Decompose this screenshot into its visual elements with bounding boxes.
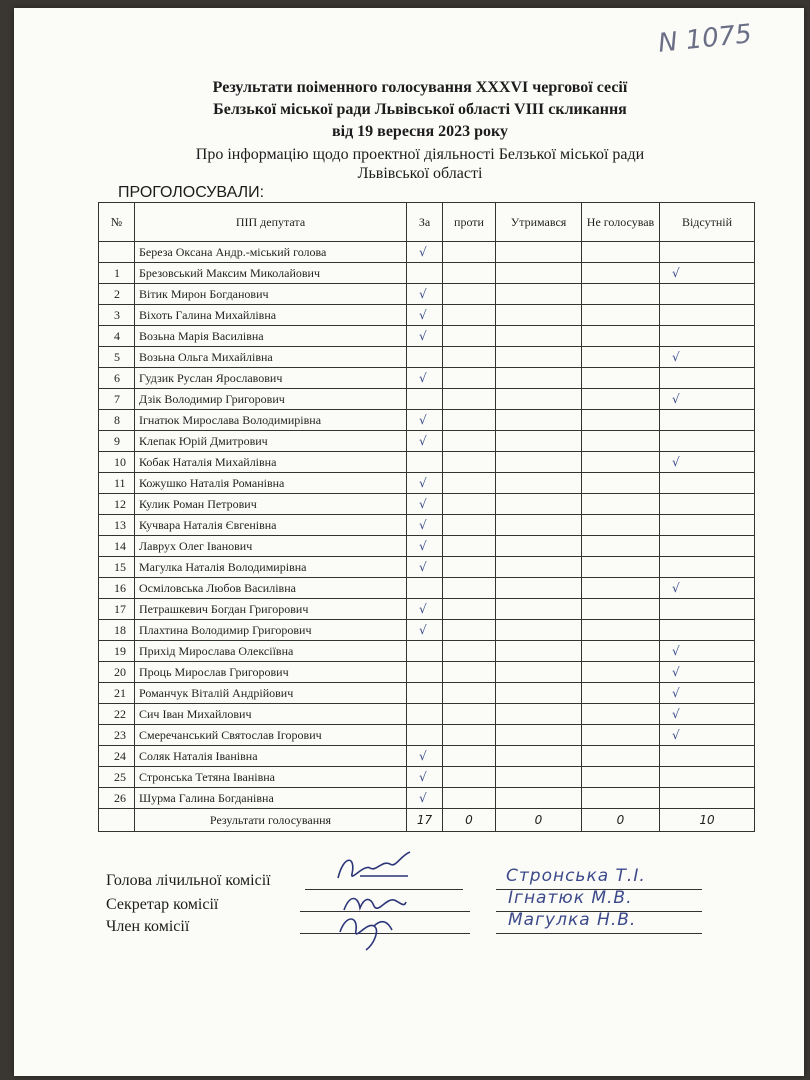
row-vidsutnii: [660, 242, 755, 263]
row-name: Віхоть Галина Михайлівна: [135, 305, 407, 326]
row-ne-holosuvav: [582, 347, 660, 368]
member-label: Член комісії: [106, 918, 190, 935]
row-number: 1: [99, 263, 135, 284]
voting-table: [98, 202, 755, 832]
row-utrymavsia: [496, 704, 582, 725]
document-number: N 1075: [656, 19, 754, 59]
row-name: Возьна Ольга Михайлівна: [135, 347, 407, 368]
table-header-row: [99, 203, 755, 242]
row-za: √: [407, 494, 443, 515]
row-za: [407, 347, 443, 368]
row-number: 22: [99, 704, 135, 725]
row-name: Прихід Мирослава Олексіївна: [135, 641, 407, 662]
row-proty: [443, 431, 496, 452]
row-proty: [443, 410, 496, 431]
row-proty: [443, 599, 496, 620]
row-vidsutnii: [660, 494, 755, 515]
row-name: Брезовський Максим Миколайович: [135, 263, 407, 284]
row-ne-holosuvav: [582, 410, 660, 431]
row-ne-holosuvav: [582, 494, 660, 515]
table-row: [99, 578, 755, 599]
row-proty: [443, 284, 496, 305]
member-name-line: [496, 932, 702, 934]
row-za: [407, 683, 443, 704]
table-row: [99, 410, 755, 431]
row-number: 13: [99, 515, 135, 536]
row-name: Дзік Володимир Григорович: [135, 389, 407, 410]
row-utrymavsia: [496, 389, 582, 410]
row-proty: [443, 263, 496, 284]
totals-row: [99, 809, 755, 832]
row-number: 9: [99, 431, 135, 452]
row-za: [407, 662, 443, 683]
row-ne-holosuvav: [582, 305, 660, 326]
row-number: 19: [99, 641, 135, 662]
member-name: Магулка Н.В.: [508, 910, 637, 930]
row-utrymavsia: [496, 620, 582, 641]
row-number: 6: [99, 368, 135, 389]
row-ne-holosuvav: [582, 620, 660, 641]
total-za: 17: [407, 809, 443, 832]
row-proty: [443, 746, 496, 767]
row-name: Романчук Віталій Андрійович: [135, 683, 407, 704]
row-proty: [443, 242, 496, 263]
row-utrymavsia: [496, 263, 582, 284]
chair-signature: [330, 846, 420, 892]
row-ne-holosuvav: [582, 662, 660, 683]
table-row: [99, 389, 755, 410]
row-ne-holosuvav: [582, 683, 660, 704]
title-line-1: Результати поіменного голосування XXXVI чергової сесії: [212, 79, 628, 96]
row-name: Вітик Мирон Богданович: [135, 284, 407, 305]
row-proty: [443, 494, 496, 515]
row-ne-holosuvav: [582, 641, 660, 662]
row-number: 26: [99, 788, 135, 809]
row-proty: [443, 662, 496, 683]
row-number: 24: [99, 746, 135, 767]
table-row: [99, 305, 755, 326]
row-ne-holosuvav: [582, 704, 660, 725]
row-za: √: [407, 767, 443, 788]
table-row: [99, 788, 755, 809]
row-number: 17: [99, 599, 135, 620]
row-name: Соляк Наталія Іванівна: [135, 746, 407, 767]
chair-label: Голова лічильної комісії: [106, 872, 271, 889]
row-vidsutnii: [660, 410, 755, 431]
row-vidsutnii: [660, 368, 755, 389]
secretary-name: Ігнатюк М.В.: [508, 888, 633, 908]
row-name: Кулик Роман Петрович: [135, 494, 407, 515]
row-name: Возьна Марія Василівна: [135, 326, 407, 347]
row-utrymavsia: [496, 599, 582, 620]
row-name: Петрашкевич Богдан Григорович: [135, 599, 407, 620]
row-name: Магулка Наталія Володимирівна: [135, 557, 407, 578]
secretary-label: Секретар комісії: [106, 896, 219, 913]
row-number: 18: [99, 620, 135, 641]
row-name: Смеречанський Святослав Ігорович: [135, 725, 407, 746]
row-proty: [443, 641, 496, 662]
totals-blank: [99, 809, 135, 832]
table-row: [99, 473, 755, 494]
row-vidsutnii: [660, 557, 755, 578]
header-za: За: [407, 203, 443, 242]
row-utrymavsia: [496, 431, 582, 452]
row-number: 7: [99, 389, 135, 410]
row-vidsutnii: √: [660, 578, 755, 599]
row-utrymavsia: [496, 662, 582, 683]
row-ne-holosuvav: [582, 284, 660, 305]
table-row: [99, 368, 755, 389]
row-ne-holosuvav: [582, 725, 660, 746]
row-utrymavsia: [496, 683, 582, 704]
subject-line-1: Про інформацію щодо проектної діяльності Белзької міської ради: [195, 146, 645, 163]
row-vidsutnii: [660, 515, 755, 536]
row-za: [407, 389, 443, 410]
row-proty: [443, 473, 496, 494]
row-ne-holosuvav: [582, 767, 660, 788]
row-ne-holosuvav: [582, 263, 660, 284]
total-vidsutnii: 10: [660, 809, 755, 832]
row-za: √: [407, 431, 443, 452]
row-utrymavsia: [496, 536, 582, 557]
header-proty: проти: [443, 203, 496, 242]
table-row: [99, 536, 755, 557]
row-vidsutnii: √: [660, 725, 755, 746]
row-number: 16: [99, 578, 135, 599]
row-name: Кожушко Наталія Романівна: [135, 473, 407, 494]
row-vidsutnii: [660, 788, 755, 809]
row-za: √: [407, 368, 443, 389]
header-utrymavsia: Утримався: [496, 203, 582, 242]
row-proty: [443, 767, 496, 788]
row-utrymavsia: [496, 746, 582, 767]
row-vidsutnii: [660, 536, 755, 557]
row-za: √: [407, 515, 443, 536]
table-row: [99, 599, 755, 620]
row-number: 4: [99, 326, 135, 347]
row-za: √: [407, 788, 443, 809]
row-number: 15: [99, 557, 135, 578]
table-row: [99, 515, 755, 536]
row-vidsutnii: √: [660, 662, 755, 683]
row-proty: [443, 704, 496, 725]
row-utrymavsia: [496, 410, 582, 431]
row-number: 23: [99, 725, 135, 746]
row-vidsutnii: [660, 473, 755, 494]
row-vidsutnii: √: [660, 641, 755, 662]
row-vidsutnii: [660, 305, 755, 326]
row-utrymavsia: [496, 284, 582, 305]
row-utrymavsia: [496, 494, 582, 515]
row-vidsutnii: [660, 746, 755, 767]
row-proty: [443, 368, 496, 389]
row-number: 20: [99, 662, 135, 683]
row-vidsutnii: [660, 431, 755, 452]
row-ne-holosuvav: [582, 326, 660, 347]
row-za: √: [407, 305, 443, 326]
row-utrymavsia: [496, 326, 582, 347]
row-proty: [443, 536, 496, 557]
row-proty: [443, 725, 496, 746]
row-ne-holosuvav: [582, 473, 660, 494]
row-utrymavsia: [496, 452, 582, 473]
total-utrymavsia: 0: [496, 809, 582, 832]
header-name: ПІП депутата: [135, 203, 407, 242]
row-number: 10: [99, 452, 135, 473]
row-number: 12: [99, 494, 135, 515]
table-row: [99, 746, 755, 767]
row-number: [99, 242, 135, 263]
row-number: 3: [99, 305, 135, 326]
table-row: [99, 284, 755, 305]
title-line-3: від 19 вересня 2023 року: [332, 123, 508, 140]
row-proty: [443, 305, 496, 326]
voted-label: ПРОГОЛОСУВАЛИ:: [118, 184, 265, 201]
row-ne-holosuvav: [582, 242, 660, 263]
row-name: Шурма Галина Богданівна: [135, 788, 407, 809]
row-proty: [443, 578, 496, 599]
row-vidsutnii: [660, 284, 755, 305]
row-proty: [443, 620, 496, 641]
table-row: [99, 620, 755, 641]
row-number: 25: [99, 767, 135, 788]
row-utrymavsia: [496, 515, 582, 536]
subject-line-2: Львівської області: [357, 165, 483, 182]
row-ne-holosuvav: [582, 515, 660, 536]
row-proty: [443, 557, 496, 578]
header-number: №: [99, 203, 135, 242]
row-utrymavsia: [496, 368, 582, 389]
row-utrymavsia: [496, 305, 582, 326]
row-za: √: [407, 410, 443, 431]
table-row: [99, 494, 755, 515]
header-vidsutnii: Відсутній: [660, 203, 755, 242]
table-row: [99, 431, 755, 452]
total-ne-holosuvav: 0: [582, 809, 660, 832]
header-ne-holosuvav: Не голосував: [582, 203, 660, 242]
row-za: [407, 263, 443, 284]
row-name: Сич Іван Михайлович: [135, 704, 407, 725]
row-number: 2: [99, 284, 135, 305]
table-row: [99, 263, 755, 284]
title-line-2: Белзької міської ради Львівської області VIII скликання: [213, 101, 627, 118]
row-za: [407, 725, 443, 746]
row-proty: [443, 389, 496, 410]
row-proty: [443, 452, 496, 473]
row-ne-holosuvav: [582, 788, 660, 809]
row-name: Береза Оксана Андр.-міський голова: [135, 242, 407, 263]
table-row: [99, 452, 755, 473]
row-za: √: [407, 473, 443, 494]
totals-label: Результати голосування: [135, 809, 407, 832]
table-row: [99, 662, 755, 683]
row-utrymavsia: [496, 473, 582, 494]
row-za: √: [407, 242, 443, 263]
row-name: Плахтина Володимир Григорович: [135, 620, 407, 641]
row-number: 21: [99, 683, 135, 704]
row-name: Кобак Наталія Михайлівна: [135, 452, 407, 473]
row-vidsutnii: [660, 767, 755, 788]
row-utrymavsia: [496, 557, 582, 578]
row-number: 11: [99, 473, 135, 494]
row-ne-holosuvav: [582, 452, 660, 473]
row-name: Лаврух Олег Іванович: [135, 536, 407, 557]
row-ne-holosuvav: [582, 599, 660, 620]
member-signature: [330, 908, 420, 960]
row-za: [407, 452, 443, 473]
row-za: [407, 641, 443, 662]
row-utrymavsia: [496, 242, 582, 263]
row-za: √: [407, 557, 443, 578]
row-vidsutnii: √: [660, 683, 755, 704]
row-ne-holosuvav: [582, 746, 660, 767]
row-vidsutnii: √: [660, 389, 755, 410]
row-ne-holosuvav: [582, 536, 660, 557]
row-proty: [443, 683, 496, 704]
row-name: Ігнатюк Мирослава Володимирівна: [135, 410, 407, 431]
table-row: [99, 683, 755, 704]
row-utrymavsia: [496, 725, 582, 746]
row-name: Кучвара Наталія Євгенівна: [135, 515, 407, 536]
row-vidsutnii: √: [660, 704, 755, 725]
row-proty: [443, 326, 496, 347]
chair-name: Стронська Т.І.: [506, 866, 646, 886]
row-name: Стронська Тетяна Іванівна: [135, 767, 407, 788]
table-row: [99, 767, 755, 788]
row-vidsutnii: [660, 599, 755, 620]
row-utrymavsia: [496, 788, 582, 809]
table-row: [99, 641, 755, 662]
row-za: √: [407, 326, 443, 347]
row-proty: [443, 515, 496, 536]
table-row: [99, 326, 755, 347]
row-name: Проць Мирослав Григорович: [135, 662, 407, 683]
row-vidsutnii: [660, 326, 755, 347]
row-ne-holosuvav: [582, 368, 660, 389]
row-za: √: [407, 284, 443, 305]
row-ne-holosuvav: [582, 431, 660, 452]
table-row: [99, 557, 755, 578]
row-za: √: [407, 620, 443, 641]
row-proty: [443, 347, 496, 368]
row-name: Клепак Юрій Дмитрович: [135, 431, 407, 452]
row-ne-holosuvav: [582, 389, 660, 410]
row-number: 14: [99, 536, 135, 557]
row-name: Осміловська Любов Василівна: [135, 578, 407, 599]
row-za: √: [407, 536, 443, 557]
table-row: [99, 347, 755, 368]
row-utrymavsia: [496, 641, 582, 662]
row-utrymavsia: [496, 347, 582, 368]
row-utrymavsia: [496, 767, 582, 788]
row-number: 5: [99, 347, 135, 368]
row-vidsutnii: √: [660, 263, 755, 284]
row-za: [407, 578, 443, 599]
row-number: 8: [99, 410, 135, 431]
row-vidsutnii: √: [660, 452, 755, 473]
table-row: [99, 242, 755, 263]
row-vidsutnii: √: [660, 347, 755, 368]
table-row: [99, 725, 755, 746]
row-za: [407, 704, 443, 725]
row-utrymavsia: [496, 578, 582, 599]
table-row: [99, 704, 755, 725]
row-vidsutnii: [660, 620, 755, 641]
row-za: √: [407, 599, 443, 620]
total-proty: 0: [443, 809, 496, 832]
row-proty: [443, 788, 496, 809]
row-ne-holosuvav: [582, 557, 660, 578]
row-name: Гудзик Руслан Ярославович: [135, 368, 407, 389]
row-ne-holosuvav: [582, 578, 660, 599]
row-za: √: [407, 746, 443, 767]
